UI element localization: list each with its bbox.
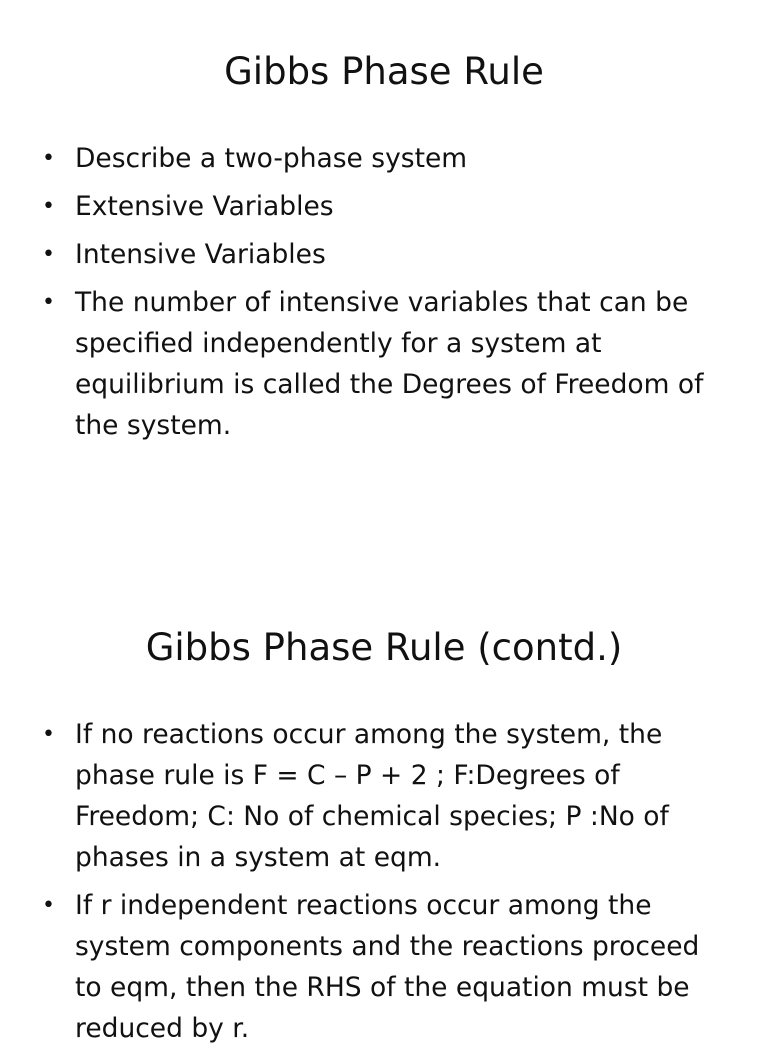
- slide-1-bullet-4: [0, 282, 768, 446]
- bullet-text: Describe a two-phase system: [75, 143, 468, 174]
- bullet-text: If r independent reactions occur among the system components and the reactions proceed to eqm, then the RHS of the equation must be reduced by r.: [75, 890, 700, 1044]
- bullet-dot-icon: •: [42, 893, 55, 918]
- slide-1-bullet-list: [0, 138, 768, 453]
- slide-2: [0, 576, 768, 1044]
- bullet-dot-icon: •: [42, 194, 55, 219]
- bullet-text: Extensive Variables: [75, 191, 334, 222]
- bullet-text: The number of intensive variables that can be specified independently for a system at equilibrium is called the Degrees of Freedom of the system.: [75, 287, 704, 441]
- slide-2-bullet-1: [0, 714, 768, 878]
- slide-2-bullet-2: [0, 885, 768, 1049]
- slide-1-bullet-2: [0, 186, 768, 227]
- slide-2-title: Gibbs Phase Rule (contd.): [145, 626, 623, 669]
- bullet-dot-icon: •: [42, 722, 55, 747]
- bullet-text: If no reactions occur among the system, the phase rule is F = C – P + 2 ; F:Degrees of Freedom; C: No of chemical species; P :No of phases in a system at eqm.: [75, 719, 669, 873]
- slide-1-bullet-3: [0, 234, 768, 275]
- bullet-dot-icon: •: [42, 242, 55, 267]
- slide-1-bullet-1: [0, 138, 768, 179]
- slide-1-title: Gibbs Phase Rule: [224, 50, 544, 93]
- slide-2-bullet-list: [0, 714, 768, 1056]
- bullet-text: Intensive Variables: [75, 239, 326, 270]
- bullet-dot-icon: •: [42, 146, 55, 171]
- bullet-dot-icon: •: [42, 290, 55, 315]
